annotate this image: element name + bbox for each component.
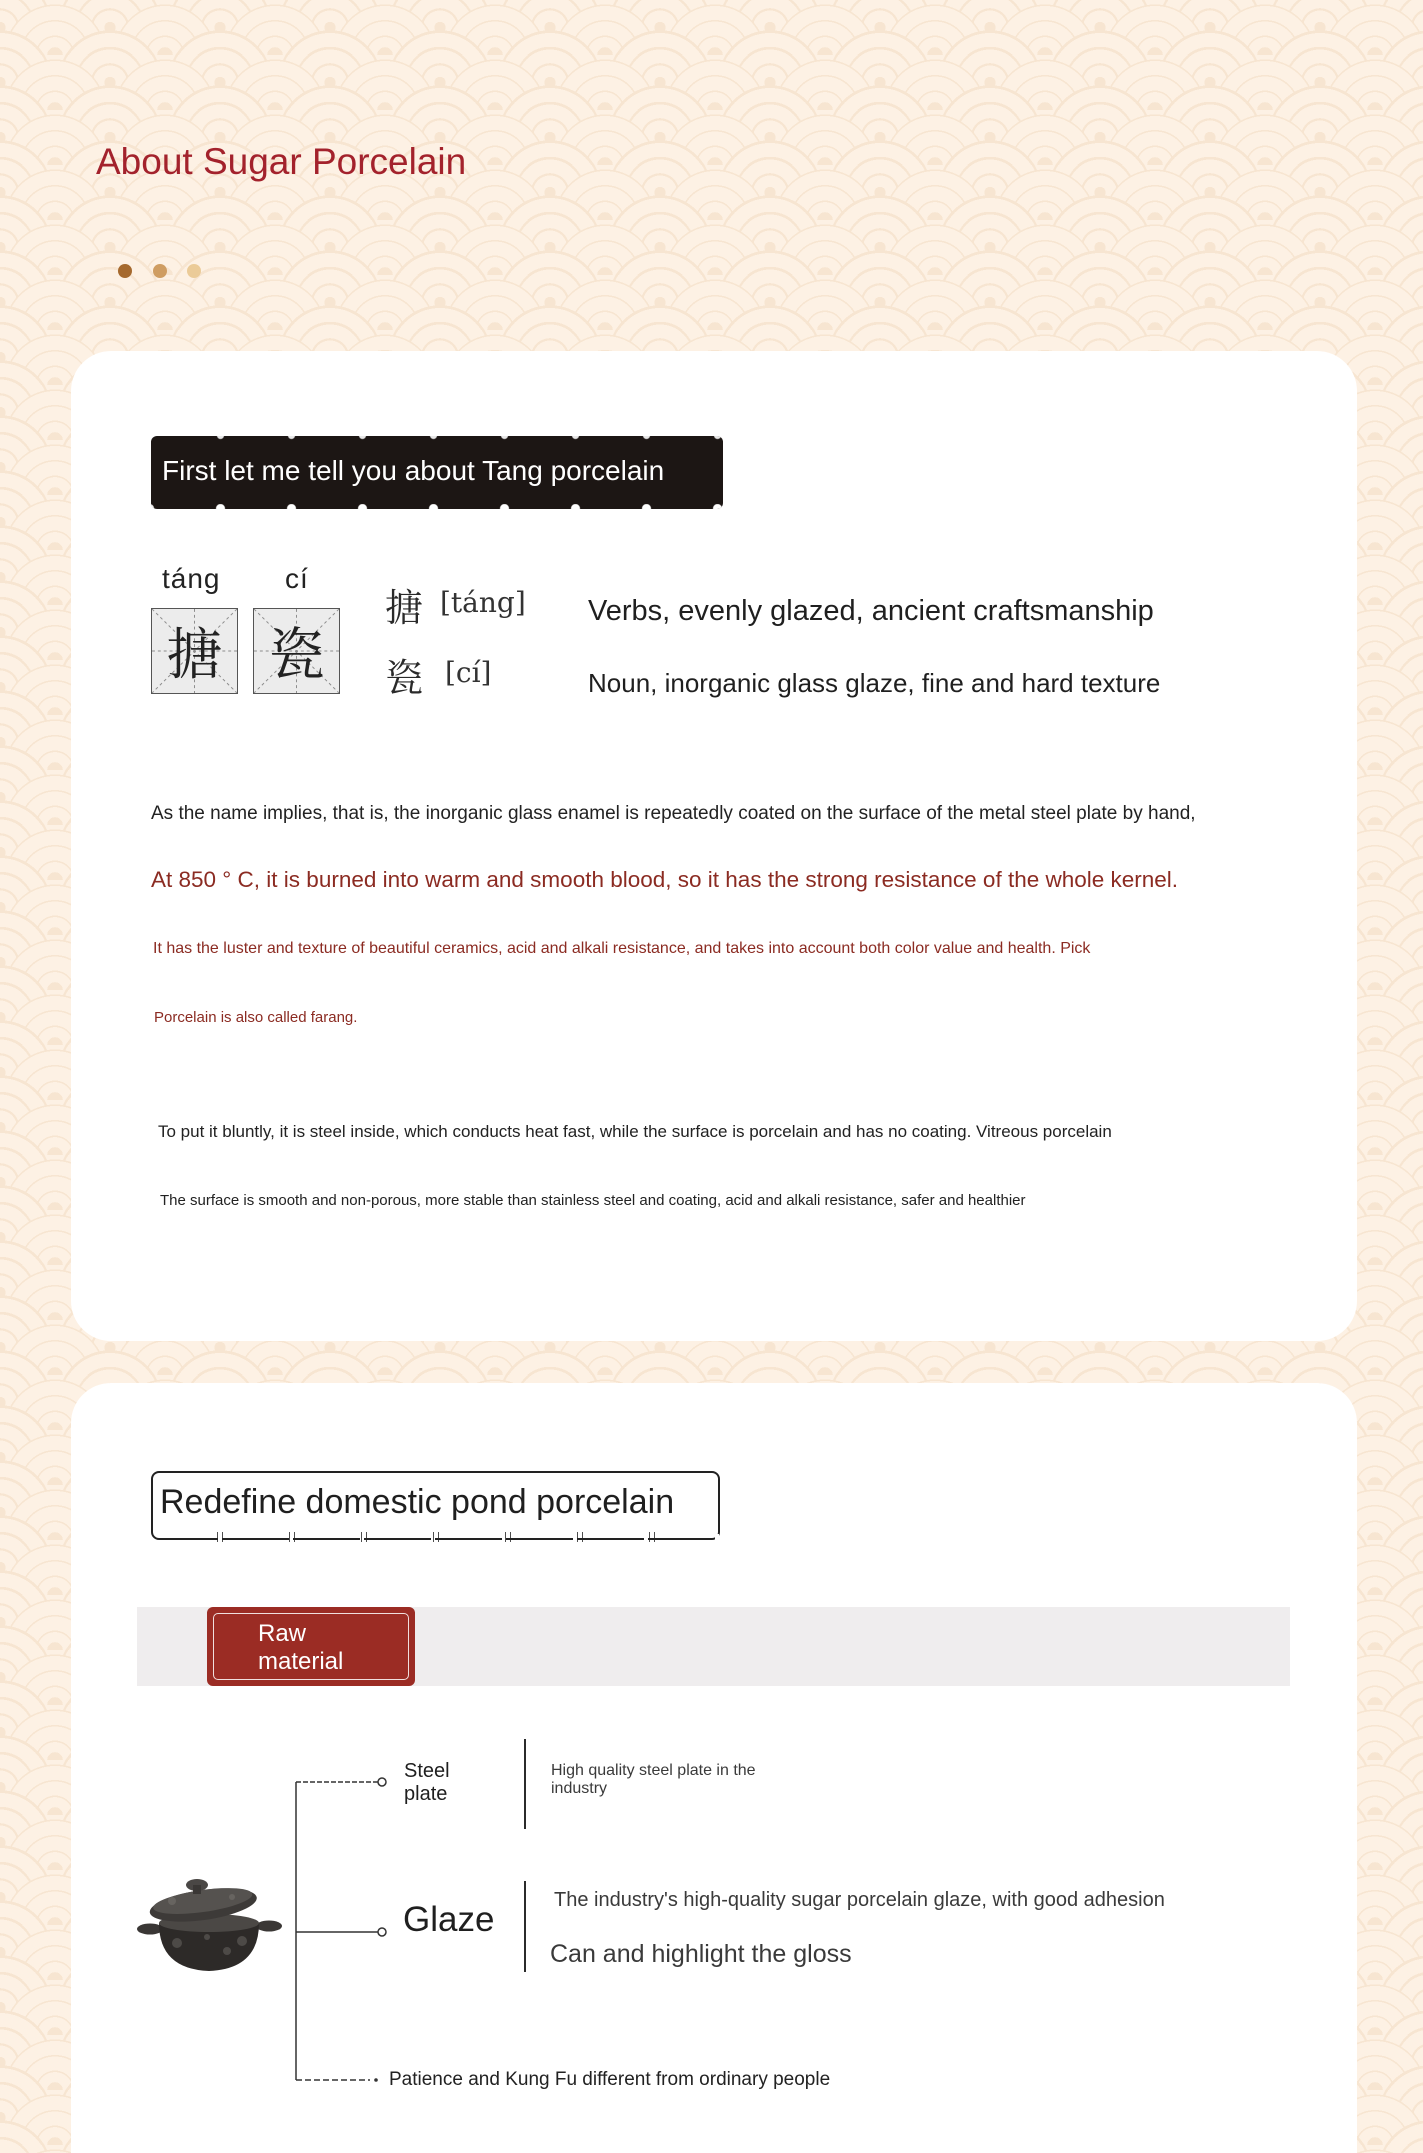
char-box-ci xyxy=(253,608,340,694)
item-glaze-description-2: Can and highlight the gloss xyxy=(550,1940,852,1968)
paragraph2-line2: The surface is smooth and non-porous, more stable than stainless steel and coating, acid and alkali resistance, safer and healthier xyxy=(160,1192,1026,1209)
paragraph1-line1: As the name implies, that is, the inorganic glass enamel is repeatedly coated on the surface of the metal steel plate by hand, xyxy=(151,803,1196,824)
definition-char-ci: 瓷 xyxy=(385,656,424,700)
heading-ticks xyxy=(151,1532,720,1542)
item-glaze-description-1: The industry's high-quality sugar porcelain glaze, with good adhesion xyxy=(554,1889,1165,1911)
label-top-notches xyxy=(151,436,723,440)
material-heading: Redefine domestic pond porcelain xyxy=(160,1483,675,1521)
paragraph1-line3: It has the luster and texture of beautiful ceramics, acid and alkali resistance, and takes into account both color value and health. Pick xyxy=(153,940,1091,957)
definition-pinyin-ci: [cí] xyxy=(445,656,492,689)
intro-label-text: First let me tell you about Tang porcelain xyxy=(162,455,665,486)
paragraph1-line4: Porcelain is also called farang. xyxy=(154,1009,358,1026)
item-steel-plate-description: High quality steel plate in the industry xyxy=(551,1762,756,1797)
page-title: About Sugar Porcelain xyxy=(96,141,467,182)
char-box-tang xyxy=(151,608,238,694)
decor-dot-3 xyxy=(187,264,201,278)
item-patience-name: Patience and Kung Fu different from ordinary people xyxy=(389,2069,831,2090)
decor-dot-2 xyxy=(153,264,167,278)
char-tang: 搪 xyxy=(166,623,223,688)
material-heading-box xyxy=(151,1471,720,1540)
char-ci: 瓷 xyxy=(268,623,325,688)
item-divider-1 xyxy=(524,1739,526,1829)
enamel-pot-icon xyxy=(137,1873,282,1973)
definition-char-tang: 搪 xyxy=(385,586,424,630)
material-card xyxy=(71,1383,1357,2153)
definition-meaning-tang: Verbs, evenly glazed, ancient craftsmanship xyxy=(588,595,1154,627)
tab-raw-material-label: Raw material xyxy=(258,1620,344,1675)
item-steel-plate-name: Steel plate xyxy=(404,1760,450,1805)
pinyin-ci: cí xyxy=(285,563,309,594)
intro-label xyxy=(151,436,723,509)
item-glaze-name: Glaze xyxy=(403,1900,495,1939)
item-divider-2 xyxy=(524,1881,526,1972)
label-bottom-notches xyxy=(151,504,723,509)
connector-lines xyxy=(286,1773,396,2093)
pinyin-tang: táng xyxy=(162,563,221,594)
tab-raw-material[interactable] xyxy=(207,1607,415,1686)
definition-meaning-ci: Noun, inorganic glass glaze, fine and hard texture xyxy=(588,668,1161,698)
decor-dot-1 xyxy=(118,264,132,278)
paragraph2-line1: To put it bluntly, it is steel inside, which conducts heat fast, while the surface is porcelain and has no coating. Vitreous porcelain xyxy=(158,1122,1112,1141)
definition-pinyin-tang: [táng] xyxy=(440,586,526,619)
intro-card xyxy=(71,351,1357,1341)
paragraph1-line2: At 850 ° C, it is burned into warm and smooth blood, so it has the strong resistance of the whole kernel. xyxy=(151,867,1179,892)
